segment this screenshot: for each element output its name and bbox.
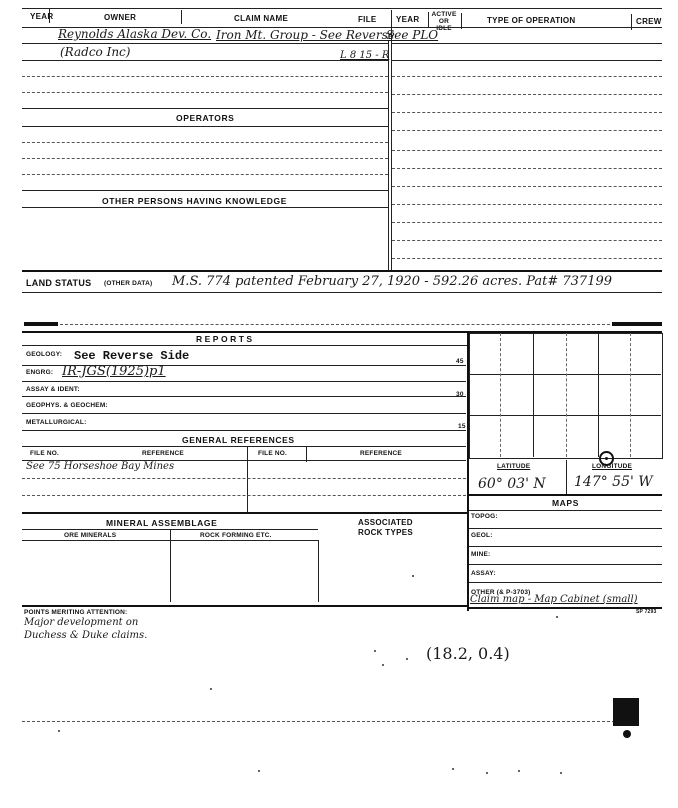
maps-geol-label: GEOL: [471, 532, 493, 539]
attention-line-2: Duchess & Duke claims. [24, 630, 148, 641]
engrg-label: ENGRG: [26, 369, 54, 376]
maps-other-value: Claim map - Map Cabinet (small) [470, 594, 638, 605]
registration-mark [613, 698, 639, 726]
mineral-assemblage-title: MINERAL ASSEMBLAGE [106, 518, 218, 528]
longitude-label: LONGITUDE [592, 463, 633, 470]
general-references-title: GENERAL REFERENCES [182, 435, 295, 445]
knowledge-title: OTHER PERSONS HAVING KNOWLEDGE [102, 196, 288, 206]
land-status-value: M.S. 774 patented February 27, 1920 - 592.26 acres. Pat# 737199 [172, 274, 613, 289]
latitude-label: LATITUDE [497, 463, 531, 470]
rock-types-label: ROCK TYPES [358, 528, 414, 537]
land-status-label: LAND STATUS [26, 278, 92, 288]
header-type-of-operation: TYPE OF OPERATION [487, 16, 576, 25]
assay-ident-label: ASSAY & IDENT: [26, 386, 80, 393]
file-number: L 8 15 - R [340, 50, 390, 61]
ore-minerals-label: ORE MINERALS [64, 532, 117, 539]
geophys-label: GEOPHYS. & GEOCHEM: [26, 402, 108, 409]
header-claim-name: CLAIM NAME [234, 14, 289, 23]
attention-label: POINTS MERITING ATTENTION: [24, 609, 128, 616]
header-crew: CREW [636, 17, 662, 26]
latitude-value: 60° 03' N [478, 476, 546, 492]
scale-45: 45 [456, 358, 464, 365]
maps-assay-label: ASSAY: [471, 570, 496, 577]
maps-topog-label: TOPOG: [471, 513, 498, 520]
scale-15: 15 [458, 423, 466, 430]
scale-30: 30 [456, 391, 464, 398]
engrg-value: IR-JGS(1925)p1 [62, 364, 166, 379]
maps-title: MAPS [552, 498, 579, 508]
ref-col-file-no-2: FILE NO. [258, 450, 288, 457]
reports-title: REPORTS [196, 334, 255, 344]
associated-label: ASSOCIATED [358, 518, 413, 527]
ref-col-reference-2: REFERENCE [360, 450, 402, 457]
maps-mine-label: MINE: [471, 551, 491, 558]
reference-row-1: See 75 Horseshoe Bay Mines [26, 461, 175, 472]
land-status-sublabel: (OTHER DATA) [104, 280, 153, 287]
operators-title: OPERATORS [176, 113, 235, 123]
ref-col-reference: REFERENCE [142, 450, 184, 457]
header-owner: OWNER [104, 13, 137, 22]
longitude-value: 147° 55' W [574, 474, 653, 490]
maps-other-label: OTHER (& P-3703) [471, 589, 531, 596]
header-year-2: YEAR [396, 15, 420, 24]
form-number: SP 7293 [636, 609, 657, 615]
geology-value: See Reverse Side [74, 349, 190, 363]
owner-name-line-2: (Radco Inc) [60, 45, 131, 59]
rock-forming-label: ROCK FORMING ETC. [200, 532, 272, 539]
geology-label: GEOLOGY: [26, 351, 63, 358]
file-reference-value: See PLO [386, 28, 439, 42]
header-active-or-idle: ACTIVE OR IDLE [431, 11, 457, 32]
claim-name-value: Iron Mt. Group - See Reverse [216, 28, 395, 42]
attention-line-1: Major development on [24, 617, 139, 628]
header-file: FILE [358, 15, 377, 24]
owner-name: Reynolds Alaska Dev. Co. [58, 27, 212, 41]
ref-col-file-no: FILE NO. [30, 450, 60, 457]
header-year: YEAR [30, 12, 54, 21]
coordinates-note: (18.2, 0.4) [426, 644, 510, 663]
metallurgical-label: METALLURGICAL: [26, 419, 87, 426]
